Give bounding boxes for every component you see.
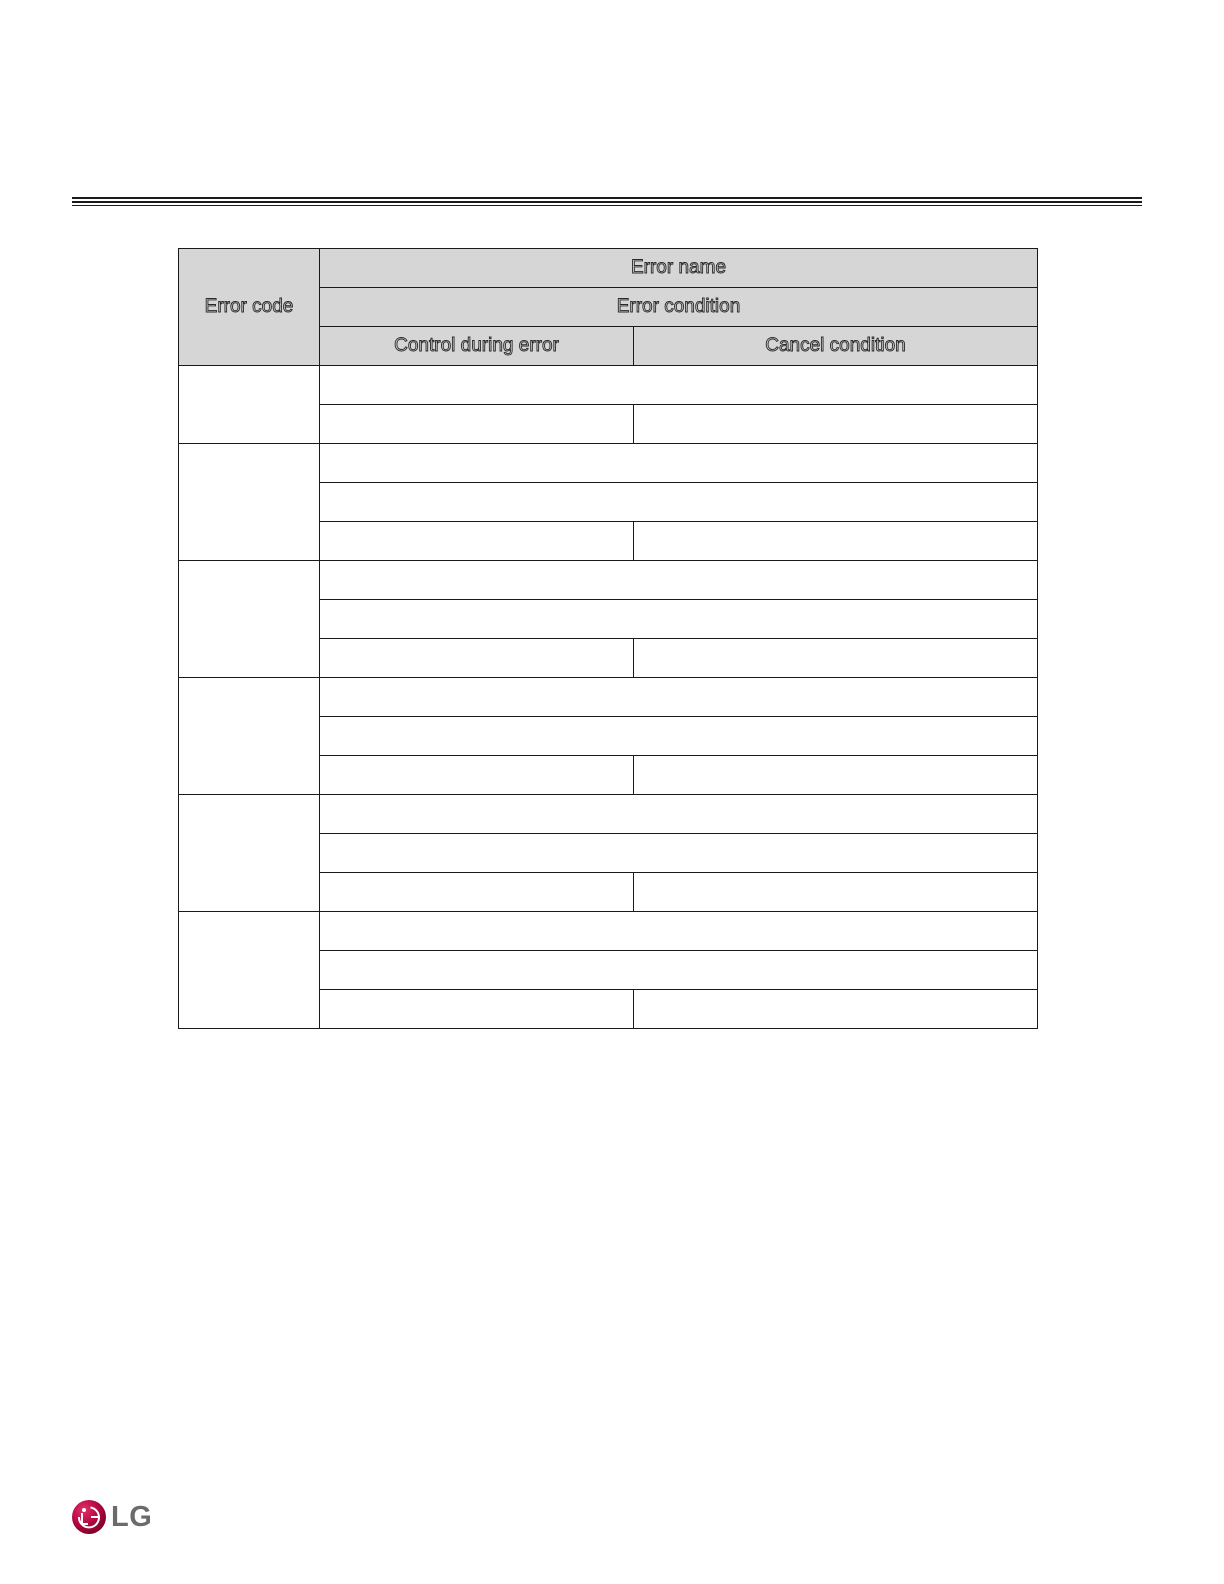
header-cancel-condition: Cancel condition <box>634 327 1038 366</box>
cancel-cell <box>634 405 1038 444</box>
cancel-cell <box>634 522 1038 561</box>
header-error-condition: Error condition <box>320 288 1038 327</box>
error-code-cell <box>179 678 320 795</box>
table-row <box>179 795 1038 834</box>
error-name-cell <box>320 912 1038 951</box>
error-condition-cell <box>320 483 1038 522</box>
error-code-cell <box>179 795 320 912</box>
header-rule <box>72 197 1142 207</box>
cancel-cell <box>634 990 1038 1029</box>
error-condition-cell <box>320 717 1038 756</box>
error-code-cell <box>179 561 320 678</box>
cancel-cell <box>634 873 1038 912</box>
lg-face-icon <box>71 1499 107 1535</box>
error-code-cell <box>179 366 320 444</box>
table-row <box>179 912 1038 951</box>
error-name-cell <box>320 678 1038 717</box>
error-condition-cell <box>320 600 1038 639</box>
error-code-cell <box>179 912 320 1029</box>
lg-logo-text: LG <box>111 1500 153 1533</box>
table-row <box>179 366 1038 405</box>
error-condition-cell <box>320 834 1038 873</box>
header-row <box>179 249 1038 288</box>
header-control-during-error: Control during error <box>320 327 634 366</box>
error-name-cell <box>320 795 1038 834</box>
control-cell <box>320 873 634 912</box>
error-code-cell <box>179 444 320 561</box>
header-rule-line <box>72 197 1142 199</box>
error-name-cell <box>320 444 1038 483</box>
table-row <box>179 561 1038 600</box>
table-row <box>179 678 1038 717</box>
control-cell <box>320 522 634 561</box>
error-name-cell <box>320 366 1038 405</box>
table-row <box>179 444 1038 483</box>
table-header <box>179 249 1038 366</box>
cancel-cell <box>634 756 1038 795</box>
header-error-name: Error name <box>320 249 1038 288</box>
header-rule-line <box>72 205 1142 206</box>
control-cell <box>320 639 634 678</box>
control-cell <box>320 405 634 444</box>
control-cell <box>320 756 634 795</box>
error-condition-cell <box>320 951 1038 990</box>
cancel-cell <box>634 639 1038 678</box>
error-code-table <box>178 248 1038 1029</box>
header-error-code: Error code <box>179 249 320 366</box>
control-cell <box>320 990 634 1029</box>
table-body <box>179 366 1038 1029</box>
header-rule-line <box>72 201 1142 203</box>
lg-logo <box>71 1498 152 1536</box>
error-name-cell <box>320 561 1038 600</box>
